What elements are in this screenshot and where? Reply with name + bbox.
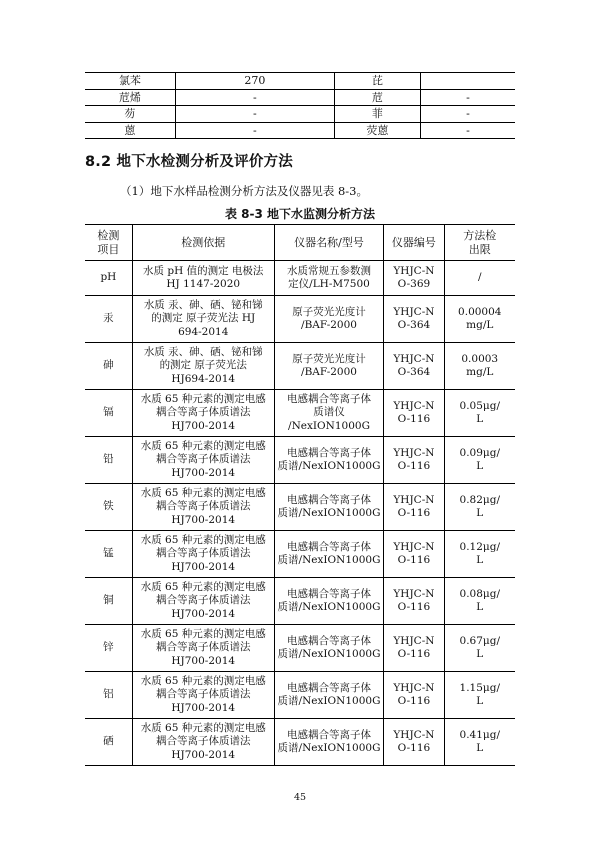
compound-value-cell: - xyxy=(420,122,515,139)
cell-line: / xyxy=(477,271,482,284)
instrument-code-cell xyxy=(384,625,444,672)
cell-line: O-116 xyxy=(397,695,431,707)
cell-line: 耦合等离子体质谱法 xyxy=(155,500,251,513)
cell-line: 694-2014 xyxy=(178,325,229,338)
cell-line: 质谱/NexION1000G xyxy=(277,460,381,472)
instrument-code-cell xyxy=(384,343,444,390)
table-row xyxy=(85,578,515,625)
compound-value-cell: - xyxy=(175,89,334,106)
cell-line: mg/L xyxy=(466,319,494,331)
cell-line: HJ700-2014 xyxy=(171,466,236,479)
detection-limit-cell xyxy=(444,625,515,672)
intro-paragraph: （1）地下水样品检测分析方法及仪器见表 8-3。 xyxy=(120,184,368,198)
header-detection-limit xyxy=(444,225,515,261)
cell-line: 质谱/NexION1000G xyxy=(277,695,381,707)
test-item-cell xyxy=(85,437,132,484)
cell-line: 锌 xyxy=(103,641,114,654)
cell-line: 耦合等离子体质谱法 xyxy=(155,688,251,701)
compound-name-cell: 苊烯 xyxy=(85,89,175,106)
page-number: 45 xyxy=(293,792,307,803)
instrument-code-cell xyxy=(384,672,444,719)
compound-name-cell: 氯苯 xyxy=(85,73,175,90)
cell-line: 仪器名称/型号 xyxy=(294,235,364,249)
table-row xyxy=(85,390,515,437)
cell-line: 的测定 原子荧光法 xyxy=(159,359,247,372)
cell-line: 水质 65 种元素的测定电感 xyxy=(140,627,266,640)
cell-line: YHJC-N xyxy=(393,493,435,506)
cell-line: L xyxy=(476,601,484,613)
cell-line: 耦合等离子体质谱法 xyxy=(155,594,251,607)
test-basis-cell xyxy=(132,296,274,343)
cell-line: 铅 xyxy=(103,453,114,466)
cell-line: 耦合等离子体质谱法 xyxy=(155,735,251,748)
instrument-cell xyxy=(274,343,384,390)
cell-line: 定仪/LH-M7500 xyxy=(288,278,370,290)
test-basis-cell xyxy=(132,437,274,484)
cell-line: HJ 1147-2020 xyxy=(166,278,241,290)
detection-limit-cell xyxy=(444,672,515,719)
cell-line: 铝 xyxy=(103,688,114,701)
cell-line: HJ700-2014 xyxy=(171,701,236,714)
cell-line: 耦合等离子体质谱法 xyxy=(155,641,251,654)
cell-line: 电感耦合等离子体 xyxy=(287,681,371,694)
cell-line: /NexION1000G xyxy=(288,419,370,432)
cell-line: O-116 xyxy=(397,507,431,519)
test-item-cell xyxy=(85,296,132,343)
cell-line: 锰 xyxy=(103,547,114,560)
cell-line: HJ694-2014 xyxy=(171,372,236,385)
cell-line: 耦合等离子体质谱法 xyxy=(155,406,251,419)
cell-line: O-116 xyxy=(397,413,431,425)
compound-name-cell: 苊 xyxy=(334,89,420,106)
test-item-cell xyxy=(85,578,132,625)
compound-name-cell: 菲 xyxy=(334,106,420,123)
compound-name-cell: 芴 xyxy=(85,106,175,123)
cell-line: 电感耦合等离子体 xyxy=(287,587,371,600)
cell-line: 镉 xyxy=(103,406,114,419)
compound-name-cell: 芘 xyxy=(334,73,420,90)
instrument-cell xyxy=(274,672,384,719)
compound-value-cell: - xyxy=(420,106,515,123)
cell-line: HJ700-2014 xyxy=(171,607,236,620)
test-item-cell xyxy=(85,672,132,719)
cell-line: 铁 xyxy=(103,500,114,513)
test-item-cell xyxy=(85,719,132,766)
cell-line: 水质 65 种元素的测定电感 xyxy=(140,486,266,499)
cell-line: HJ700-2014 xyxy=(171,748,236,761)
cell-line: 耦合等离子体质谱法 xyxy=(155,547,251,560)
cell-line: YHJC-N xyxy=(393,540,435,553)
cell-line: 汞 xyxy=(103,312,114,325)
instrument-cell xyxy=(274,531,384,578)
cell-line: YHJC-N xyxy=(393,634,435,647)
cell-line: 电感耦合等离子体 xyxy=(287,728,371,741)
cell-line: 水质 65 种元素的测定电感 xyxy=(140,439,266,452)
table-row xyxy=(85,106,515,123)
test-item-cell xyxy=(85,390,132,437)
instrument-cell xyxy=(274,484,384,531)
header-row xyxy=(85,225,515,261)
cell-line: O-369 xyxy=(397,278,431,290)
instrument-cell xyxy=(274,296,384,343)
cell-line: /BAF-2000 xyxy=(301,319,357,331)
header-test-basis xyxy=(132,225,274,261)
detection-limit-cell xyxy=(444,578,515,625)
cell-line: O-116 xyxy=(397,742,431,754)
cell-line: 电感耦合等离子体 xyxy=(287,493,371,506)
cell-line: 出限 xyxy=(468,242,491,256)
cell-line: YHJC-N xyxy=(393,587,435,600)
cell-line: 电感耦合等离子体 xyxy=(287,540,371,553)
test-basis-cell xyxy=(132,390,274,437)
cell-line: L xyxy=(476,460,484,472)
cell-line: 0.82μg/ xyxy=(459,493,500,506)
cell-line: YHJC-N xyxy=(393,399,435,412)
cell-line: pH xyxy=(100,271,117,284)
cell-line: O-116 xyxy=(397,554,431,566)
test-item-cell xyxy=(85,625,132,672)
cell-line: 方法检 xyxy=(463,229,497,242)
cell-line: 质谱仪 xyxy=(313,406,345,419)
cell-line: 砷 xyxy=(103,359,114,372)
table-header xyxy=(85,225,515,261)
cell-line: 水质 65 种元素的测定电感 xyxy=(140,721,266,734)
instrument-cell xyxy=(274,437,384,484)
cell-line: HJ700-2014 xyxy=(171,560,236,573)
cell-line: 0.08μg/ xyxy=(459,587,500,600)
section-heading: 8.2 地下水检测分析及评价方法 xyxy=(85,154,293,170)
instrument-code-cell xyxy=(384,261,444,296)
header-instrument-code xyxy=(384,225,444,261)
test-basis-cell xyxy=(132,531,274,578)
cell-line: 检测 xyxy=(97,229,120,242)
test-basis-cell xyxy=(132,261,274,296)
test-item-cell xyxy=(85,261,132,296)
cell-line: 电感耦合等离子体 xyxy=(287,634,371,647)
test-item-cell xyxy=(85,343,132,390)
cell-line: 水质常规五参数测 xyxy=(287,264,371,277)
compound-name-cell: 荧蒽 xyxy=(334,122,420,139)
test-item-cell xyxy=(85,531,132,578)
cell-line: 质谱/NexION1000G xyxy=(277,507,381,519)
test-basis-cell xyxy=(132,578,274,625)
test-basis-cell xyxy=(132,672,274,719)
cell-line: O-116 xyxy=(397,648,431,660)
test-basis-cell xyxy=(132,625,274,672)
instrument-code-cell xyxy=(384,719,444,766)
cell-line: YHJC-N xyxy=(393,446,435,459)
detection-limit-cell xyxy=(444,296,515,343)
table-row xyxy=(85,261,515,296)
compound-value-cell: 270 xyxy=(175,73,334,90)
cell-line: L xyxy=(476,648,484,660)
cell-line: HJ700-2014 xyxy=(171,654,236,667)
cell-line: O-364 xyxy=(397,319,431,331)
cell-line: HJ700-2014 xyxy=(171,513,236,526)
table-row xyxy=(85,343,515,390)
cell-line: L xyxy=(476,507,484,519)
continued-results-body xyxy=(85,73,515,139)
instrument-cell xyxy=(274,261,384,296)
table-row xyxy=(85,531,515,578)
instrument-cell xyxy=(274,578,384,625)
table-caption: 表 8-3 地下水监测分析方法 xyxy=(224,207,376,221)
instrument-cell xyxy=(274,625,384,672)
cell-line: 水质 汞、砷、硒、铋和锑 xyxy=(143,298,263,311)
detection-limit-cell xyxy=(444,484,515,531)
cell-line: YHJC-N xyxy=(393,681,435,694)
cell-line: HJ700-2014 xyxy=(171,419,236,432)
cell-line: 电感耦合等离子体 xyxy=(287,392,371,405)
detection-limit-cell xyxy=(444,437,515,484)
cell-line: 质谱/NexION1000G xyxy=(277,554,381,566)
cell-line: 电感耦合等离子体 xyxy=(287,446,371,459)
instrument-code-cell xyxy=(384,578,444,625)
test-basis-cell xyxy=(132,719,274,766)
cell-line: 原子荧光光度计 xyxy=(292,305,366,318)
instrument-cell xyxy=(274,719,384,766)
cell-line: L xyxy=(476,742,484,754)
table-row xyxy=(85,122,515,139)
instrument-code-cell xyxy=(384,531,444,578)
cell-line: /BAF-2000 xyxy=(301,366,357,378)
compound-value-cell: - xyxy=(420,89,515,106)
cell-line: 仪器编号 xyxy=(391,235,436,249)
cell-line: 水质 65 种元素的测定电感 xyxy=(140,533,266,546)
cell-line: 水质 65 种元素的测定电感 xyxy=(140,580,266,593)
cell-line: O-116 xyxy=(397,601,431,613)
cell-line: 项目 xyxy=(97,242,120,256)
instrument-code-cell xyxy=(384,484,444,531)
cell-line: O-116 xyxy=(397,460,431,472)
instrument-code-cell xyxy=(384,390,444,437)
cell-line: 水质 pH 值的测定 电极法 xyxy=(143,264,264,277)
test-basis-cell xyxy=(132,484,274,531)
detection-limit-cell xyxy=(444,390,515,437)
cell-line: 检测依据 xyxy=(181,235,226,249)
instrument-cell xyxy=(274,390,384,437)
cell-line: 质谱/NexION1000G xyxy=(277,742,381,754)
detection-limit-cell xyxy=(444,261,515,296)
cell-line: 0.41μg/ xyxy=(459,728,500,741)
instrument-code-cell xyxy=(384,296,444,343)
detection-limit-cell xyxy=(444,531,515,578)
header-test-item xyxy=(85,225,132,261)
cell-line: 铜 xyxy=(103,594,114,607)
detection-limit-cell xyxy=(444,719,515,766)
cell-line: O-364 xyxy=(397,366,431,378)
cell-line: L xyxy=(476,695,484,707)
cell-line: YHJC-N xyxy=(393,305,435,318)
cell-line: 1.15μg/ xyxy=(459,681,500,694)
cell-line: 0.00004 xyxy=(458,305,502,318)
test-basis-cell xyxy=(132,343,274,390)
cell-line: 耦合等离子体质谱法 xyxy=(155,453,251,466)
table-row xyxy=(85,625,515,672)
cell-line: L xyxy=(476,554,484,566)
cell-line: 0.0003 xyxy=(461,352,499,365)
compound-value-cell: - xyxy=(175,122,334,139)
instrument-code-cell xyxy=(384,437,444,484)
cell-line: 的测定 原子荧光法 HJ xyxy=(151,312,256,325)
header-instrument xyxy=(274,225,384,261)
cell-line: 质谱/NexION1000G xyxy=(277,601,381,613)
cell-line: YHJC-N xyxy=(393,728,435,741)
cell-line: 硒 xyxy=(103,735,114,748)
compound-value-cell: - xyxy=(175,106,334,123)
cell-line: 水质 汞、砷、硒、铋和锑 xyxy=(143,345,263,358)
cell-line: 质谱/NexION1000G xyxy=(277,648,381,660)
table-row xyxy=(85,89,515,106)
cell-line: 原子荧光光度计 xyxy=(292,352,366,365)
cell-line: 0.05μg/ xyxy=(459,399,500,412)
continued-results-table xyxy=(85,72,515,139)
table-row xyxy=(85,73,515,90)
table-row xyxy=(85,296,515,343)
table-row xyxy=(85,719,515,766)
groundwater-methods-table xyxy=(85,224,515,766)
cell-line: 0.67μg/ xyxy=(459,634,500,647)
table-body xyxy=(85,261,515,766)
table-row xyxy=(85,484,515,531)
cell-line: L xyxy=(476,413,484,425)
table-row xyxy=(85,672,515,719)
compound-value-cell xyxy=(420,73,515,90)
test-item-cell xyxy=(85,484,132,531)
cell-line: YHJC-N xyxy=(393,264,435,277)
table-row xyxy=(85,437,515,484)
cell-line: 水质 65 种元素的测定电感 xyxy=(140,392,266,405)
detection-limit-cell xyxy=(444,343,515,390)
cell-line: mg/L xyxy=(466,366,494,378)
cell-line: 0.09μg/ xyxy=(459,446,500,459)
cell-line: 0.12μg/ xyxy=(459,540,500,553)
cell-line: YHJC-N xyxy=(393,352,435,365)
cell-line: 水质 65 种元素的测定电感 xyxy=(140,674,266,687)
compound-name-cell: 蒽 xyxy=(85,122,175,139)
